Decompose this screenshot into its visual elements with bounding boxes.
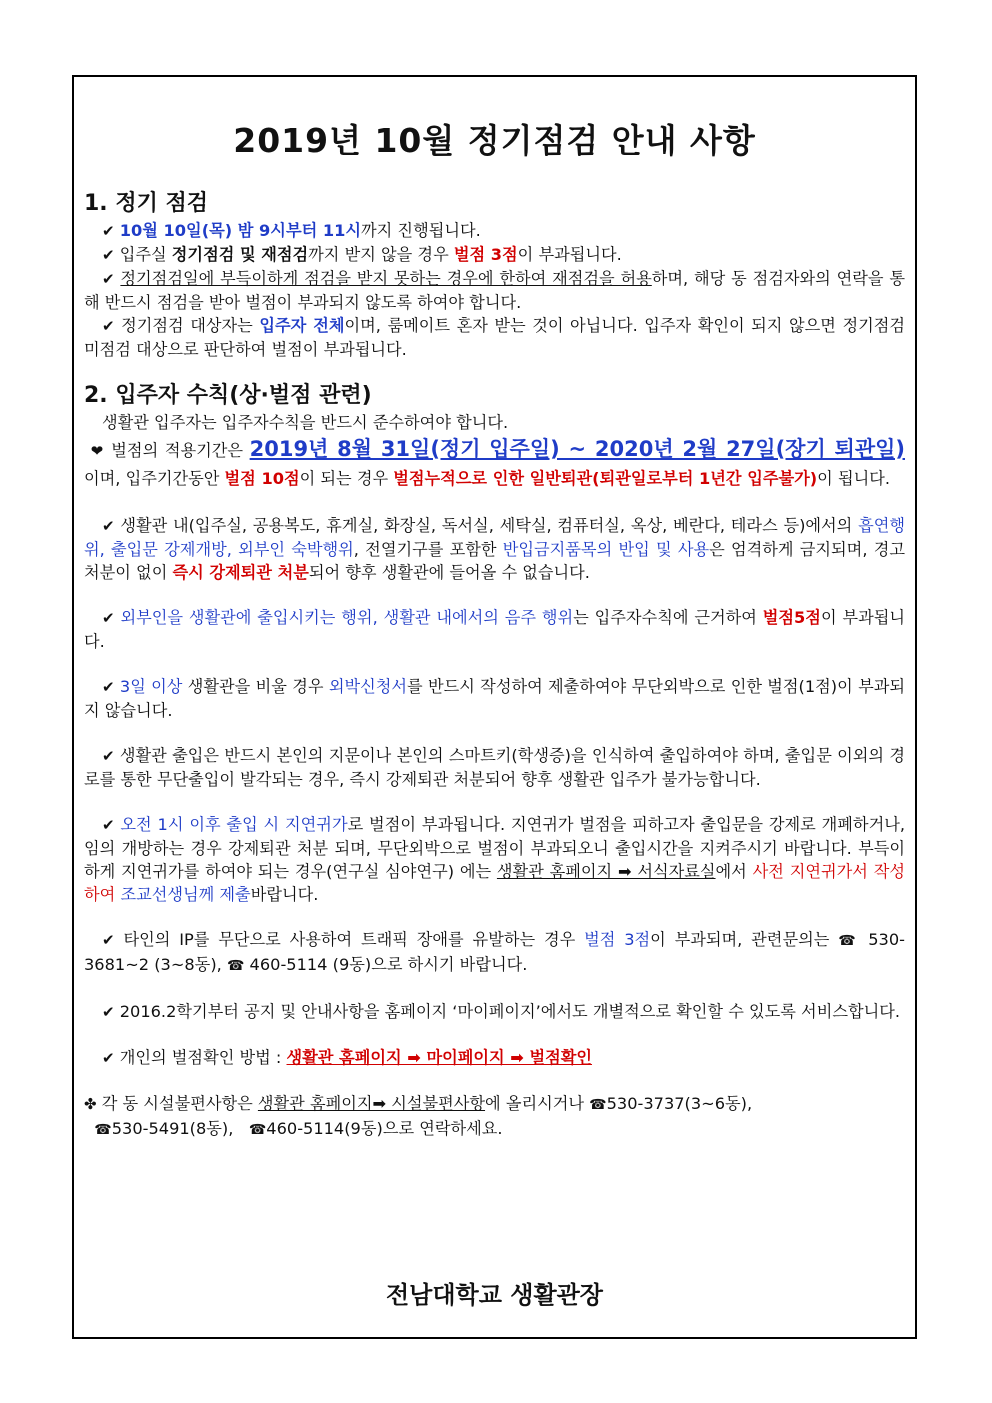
text: 이며, 입주기간동안 [84,469,225,488]
check-icon: ✔ [102,816,115,834]
all-residents: 입주자 전체 [259,316,345,335]
s2-ip [84,928,905,978]
text: 2016.2학기부터 공지 및 안내사항을 홈페이지 ‘마이페이지’에서도 개별적으로 확인할 수 있도록 서비스합니다. [119,1002,901,1021]
text-bold: 정기점검 및 재점검 [171,245,309,264]
clover-icon: ✤ [84,1095,97,1113]
s2-facility [84,1092,905,1142]
late-return: 오전 1시 이후 출입 시 지연귀가 [120,815,348,834]
s1-item-2 [84,243,905,267]
s2-late-return [84,813,905,906]
phone-number: 530-3737(3~6동), [606,1094,753,1113]
s2-check-penalty [84,1046,905,1070]
outsider-drinking: 외부인을 생활관에 출입시키는 행위, 생활관 내에서의 음주 행위 [120,608,574,627]
text: 까지 받지 않을 경우 [308,245,454,264]
s1-item-3 [84,267,905,314]
check-icon: ✔ [102,747,115,765]
section-2-heading: 2. 입주자 수칙(상·벌점 관련) [84,383,372,408]
heart-icon: ❤ [90,442,105,460]
phone-number: 460-5114(9동) [266,1119,383,1138]
phone-icon: ☎ [248,1122,267,1138]
text: 으로 하시기 바랍니다. [371,955,528,974]
text: 개인의 벌점확인 방법 : [119,1048,287,1067]
text: , 전열기구를 포함한 [353,540,503,559]
s1-item-4 [84,314,905,361]
check-icon: ✔ [102,270,115,288]
text: 이 부과됩니다. [517,245,622,264]
check-icon: ✔ [102,678,115,696]
text: 이 부과되며, 관련문의는 [650,930,839,949]
late-form: 사전 지연귀가서 작성하여 [84,862,905,904]
text: 벌점의 적용기간은 [111,441,250,460]
facility-path: 생활관 홈페이지➡ 시설불편사항 [257,1094,486,1113]
text: 생활관을 비울 경우 [182,677,329,696]
text: 은 엄격하게 금지되며, 경고처분이 없이 [84,540,905,582]
forced-checkout: 즉시 강제퇴관 처분 [172,563,309,582]
check-icon: ✔ [102,1003,115,1021]
text: 에서 [715,862,753,881]
notice-frame [72,75,917,1339]
phone-number: 460-5114 (9동) [249,955,372,974]
text: 를 반드시 작성하여 제출하여야 무단외박으로 인한 벌점(1점)이 부과되지 않습니다. [84,677,905,720]
check-icon: ✔ [102,317,115,335]
text: 되어 향후 생활관에 들어올 수 없습니다. [308,563,590,582]
text: 는 입주자수칙에 근거하여 [573,608,763,627]
phone-icon: ☎ [589,1097,607,1113]
s2-intro: 생활관 입주자는 입주자수칙을 반드시 준수하여야 합니다. [102,413,509,432]
penalty-3: 벌점 3점 [584,930,651,949]
prohibited-acts: 흡연행위, 출입문 강제개방, 외부인 숙박행위 [84,516,905,559]
penalty-5: 벌점5점 [762,608,821,627]
text: 이며, 룸메이트 혼자 받는 것이 아닙니다. 입주자 확인이 되지 않으면 정기점검 미점검 대상으로 판단하여 벌점이 부과됩니다. [84,316,905,359]
check-icon: ✔ [102,1049,115,1067]
submit-to-assistant: 조교선생님께 제출 [120,885,251,904]
text: 까지 진행됩니다. [361,221,481,240]
phone-icon: ☎ [94,1122,112,1138]
check-icon: ✔ [102,222,115,240]
s2-entry [84,744,905,791]
text: 하며, 해당 동 점검자와의 연락을 통해 반드시 점검을 받아 벌점이 부과되지 않도록 하여야 합니다. [84,269,905,312]
notice-content [84,189,905,1142]
text: 이 되는 경우 [299,469,394,488]
phone-icon: ☎ [226,958,245,974]
text-underlined: 정기점검일에 부득이하게 점검을 받지 못하는 경우에 한하여 재점검을 허용 [120,269,652,288]
overnight-form: 외박신청서 [328,677,407,696]
general-checkout: 벌점누적으로 인한 일반퇴관(퇴관일로부터 1년간 입주불가) [393,469,818,488]
banned-items: 반입금지품목의 반입 및 사용 [502,540,710,559]
text: 생활관 내(입주실, 공용복도, 휴게실, 화장실, 독서실, 세탁실, 컴퓨터실, 옥상, 베란다, 테라스 등)에서의 [120,516,859,535]
text: 타인의 IP를 무단으로 사용하여 트래픽 장애를 유발하는 경우 [123,930,585,949]
forms-path: 생활관 홈페이지 ➡ 서식자료실 [496,862,716,881]
penalty-10: 벌점 10점 [224,469,300,488]
text: 각 동 시설불편사항은 [101,1094,258,1113]
text: 에 올리시거나 [485,1094,590,1113]
text: 바랍니다. [250,885,319,904]
three-days: 3일 이상 [119,677,183,696]
check-icon: ✔ [102,931,115,949]
s2-mypage [84,1000,905,1024]
s1-item-1 [84,219,905,243]
s2-penalty-period [84,436,905,492]
penalty-3: 벌점 3점 [453,245,518,264]
text: 생활관 출입은 반드시 본인의 지문이나 본인의 스마트키(학생증)을 인식하여 출입하여야 하며, 출입문 이외의 경로를 통한 무단출입이 발각되는 경우, 즉시 강제퇴관 처분되어 향후 생활관 입주가 불가능합니다. [84,746,905,789]
s2-prohibited-acts [84,514,905,584]
text: 정기점검 대상자는 [121,316,260,335]
text: 로 벌점이 부과됩니다. 지연귀가 벌점을 피하고자 출입문을 강제로 개폐하거나, 임의 개방하는 경우 강제퇴관 처분 되며, 무단외박으로 벌점이 부과되오니 출입시간을 지켜주시기 바랍니다. 부득이하게 지연귀가를 하여야 되는 경우(연구실 심야연구) 에는 [84,815,905,881]
text: 이 부과됩니다. [84,608,905,651]
phone-number: 530-5491(8동), [111,1119,234,1138]
text: 으로 연락하세요. [382,1119,503,1138]
s2-outsider-drinking [84,606,905,653]
signature-footer: 전남대학교 생활관장 [385,1281,603,1309]
section-1-heading: 1. 정기 점검 [84,191,208,216]
s2-overnight [84,675,905,722]
check-icon: ✔ [102,517,115,535]
text: 입주실 [119,245,172,264]
page-title: 2019년 10월 정기점검 안내 사항 [233,121,756,160]
check-icon: ✔ [102,246,115,264]
inspection-time: 10월 10일(목) 밤 9시부터 11시 [119,221,362,240]
phone-number: 530-3681~2 (3~8동), [84,930,905,974]
check-icon: ✔ [102,609,115,627]
penalty-period-dates: 2019년 8월 31일(정기 입주일) ~ 2020년 2월 27일(장기 퇴관일) [249,437,905,461]
text: 이 됩니다. [817,469,890,488]
phone-icon: ☎ [838,933,860,949]
penalty-check-path: 생활관 홈페이지 ➡ 마이페이지 ➡ 벌점확인 [286,1048,593,1067]
